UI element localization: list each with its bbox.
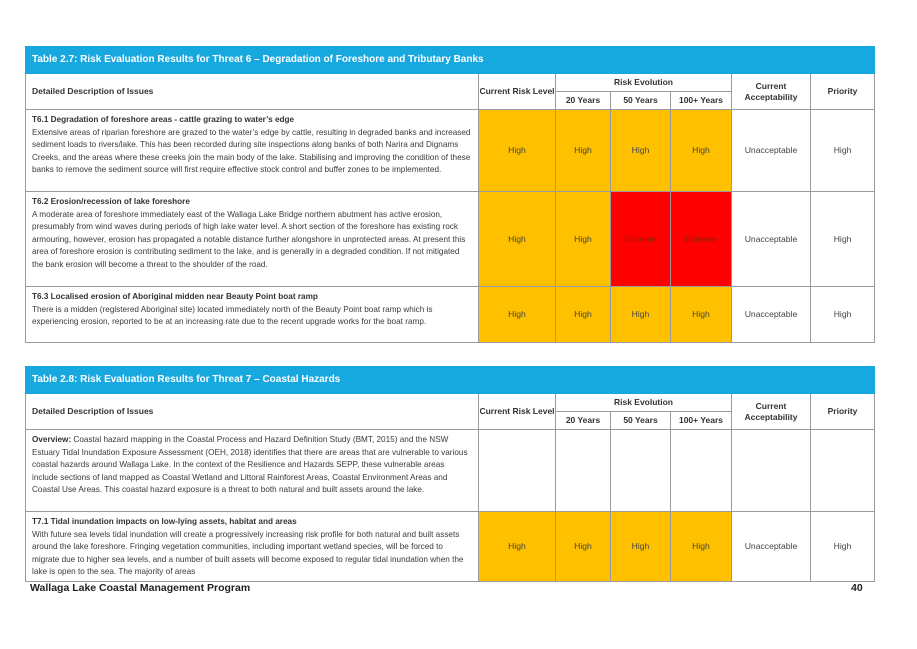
col-header-100-years: 100+ Years: [671, 412, 732, 430]
risk-50-years-cell: High: [611, 287, 671, 343]
current-risk-cell: High: [479, 110, 556, 192]
empty-cell: [556, 430, 611, 512]
risk-20-years-cell: High: [556, 287, 611, 343]
table-row: [26, 430, 875, 512]
col-header-50-years: 50 Years: [611, 412, 671, 430]
issue-text: There is a midden (registered Aboriginal site) located immediately north of the Beauty Point boat ramp which is experiencing erosion, reported to be at an increasing rate due to the recent upgrade works for the boat ramp.: [32, 304, 433, 327]
current-risk-cell: High: [479, 192, 556, 287]
issue-description: [26, 512, 479, 582]
current-risk-cell: High: [479, 512, 556, 582]
col-header-acceptability: Current Acceptability: [732, 74, 811, 110]
acceptability-cell: Unacceptable: [732, 192, 811, 287]
issue-heading: T7.1 Tidal inundation impacts on low-lying assets, habitat and areas: [32, 517, 297, 526]
table-title: Table 2.8: Risk Evaluation Results for Threat 7 – Coastal Hazards: [26, 367, 875, 394]
empty-cell: [811, 430, 875, 512]
priority-cell: High: [811, 110, 875, 192]
col-header-current-risk: Current Risk Level: [479, 74, 556, 110]
empty-cell: [479, 430, 556, 512]
col-header-20-years: 20 Years: [556, 412, 611, 430]
risk-50-years-cell: High: [611, 512, 671, 582]
priority-cell: High: [811, 287, 875, 343]
overview-label: Overview:: [32, 435, 72, 444]
risk-50-years-cell: High: [611, 110, 671, 192]
col-header-acceptability: Current Acceptability: [732, 394, 811, 430]
issue-text: With future sea levels tidal inundation will create a progressively increasing risk profile for both natural and built assets around the lake foreshore. Fringing vegetation communities, including important wetland species, will be forced to migrate due to higher sea levels, and a number of built assets will become exposed to regular tidal inundation when the lake is open to the sea. The majority of areas: [32, 529, 464, 577]
risk-20-years-cell: High: [556, 192, 611, 287]
document-title: Wallaga Lake Coastal Management Program: [30, 582, 251, 594]
table-row: [26, 110, 875, 192]
priority-cell: High: [811, 512, 875, 582]
col-header-100-years: 100+ Years: [671, 92, 732, 110]
col-header-description: Detailed Description of Issues: [26, 74, 479, 110]
risk-100-years-cell: High: [671, 287, 732, 343]
issue-description: [26, 110, 479, 192]
overview-description: [26, 430, 479, 512]
risk-20-years-cell: High: [556, 512, 611, 582]
risk-50-years-cell: Extreme: [611, 192, 671, 287]
risk-table-threat-6: [25, 46, 875, 343]
issue-text: A moderate area of foreshore immediately east of the Wallaga Lake Bridge northern abutment has active erosion, presumably from wind waves during periods of high lake water level. A short section of the foreshore has existing rock armouring, however, erosion has propagated a notable distance further alongshore in unprotected areas. At present this area of foreshore erosion is contributing sediment to the lake, and is generally in a degraded condition. If not mitigated the bank erosion will become a threat to the shoulder of the road.: [32, 209, 466, 269]
table-title: Table 2.7: Risk Evaluation Results for Threat 6 – Degradation of Foreshore and Tributary Banks: [26, 47, 875, 74]
current-risk-cell: High: [479, 287, 556, 343]
issue-heading: T6.1 Degradation of foreshore areas - cattle grazing to water’s edge: [32, 115, 295, 124]
col-header-risk-evolution: Risk Evolution: [556, 394, 732, 412]
acceptability-cell: Unacceptable: [732, 110, 811, 192]
table-row: [26, 287, 875, 343]
issue-description: [26, 287, 479, 343]
col-header-50-years: 50 Years: [611, 92, 671, 110]
acceptability-cell: Unacceptable: [732, 512, 811, 582]
issue-text: Extensive areas of riparian foreshore are grazed to the water’s edge by cattle, resulting in degraded banks and increased sediment loads to rivers/lake. This has been recorded during site inspections along banks of both Narira and Dignams Creeks, and the areas where these creeks join the main body of the lake. Stabilising and improving the condition of these banks to remove the sediment source will first require effective stock control and buffer zones to be implemented.: [32, 127, 471, 175]
col-header-priority: Priority: [811, 394, 875, 430]
risk-100-years-cell: Extreme: [671, 192, 732, 287]
col-header-risk-evolution: Risk Evolution: [556, 74, 732, 92]
risk-100-years-cell: High: [671, 110, 732, 192]
risk-100-years-cell: High: [671, 512, 732, 582]
table-row: [26, 192, 875, 287]
risk-table-threat-7: [25, 366, 875, 582]
empty-cell: [671, 430, 732, 512]
col-header-description: Detailed Description of Issues: [26, 394, 479, 430]
col-header-current-risk: Current Risk Level: [479, 394, 556, 430]
acceptability-cell: Unacceptable: [732, 287, 811, 343]
table-row: [26, 512, 875, 582]
issue-heading: T6.3 Localised erosion of Aboriginal midden near Beauty Point boat ramp: [32, 292, 318, 301]
issue-description: [26, 192, 479, 287]
page-number: 40: [851, 582, 863, 594]
empty-cell: [732, 430, 811, 512]
issue-heading: T6.2 Erosion/recession of lake foreshore: [32, 197, 190, 206]
col-header-20-years: 20 Years: [556, 92, 611, 110]
col-header-priority: Priority: [811, 74, 875, 110]
empty-cell: [611, 430, 671, 512]
priority-cell: High: [811, 192, 875, 287]
risk-20-years-cell: High: [556, 110, 611, 192]
overview-text: Coastal hazard mapping in the Coastal Process and Hazard Definition Study (BMT, 2015) and the NSW Estuary Tidal Inundation Exposure Assessment (OEH, 2018) identifies that there are areas that are vulnerable to various coastal hazards around Wallaga Lake. In the context of the Resilience and Hazards SEPP, these vulnerable areas include sections of land mapped as Coastal Wetland and Littoral Rainforest Areas, Coastal Environment Areas and Coastal Use Areas. This coastal hazard exposure is a threat to both natural and built assets around the lake.: [32, 435, 468, 495]
